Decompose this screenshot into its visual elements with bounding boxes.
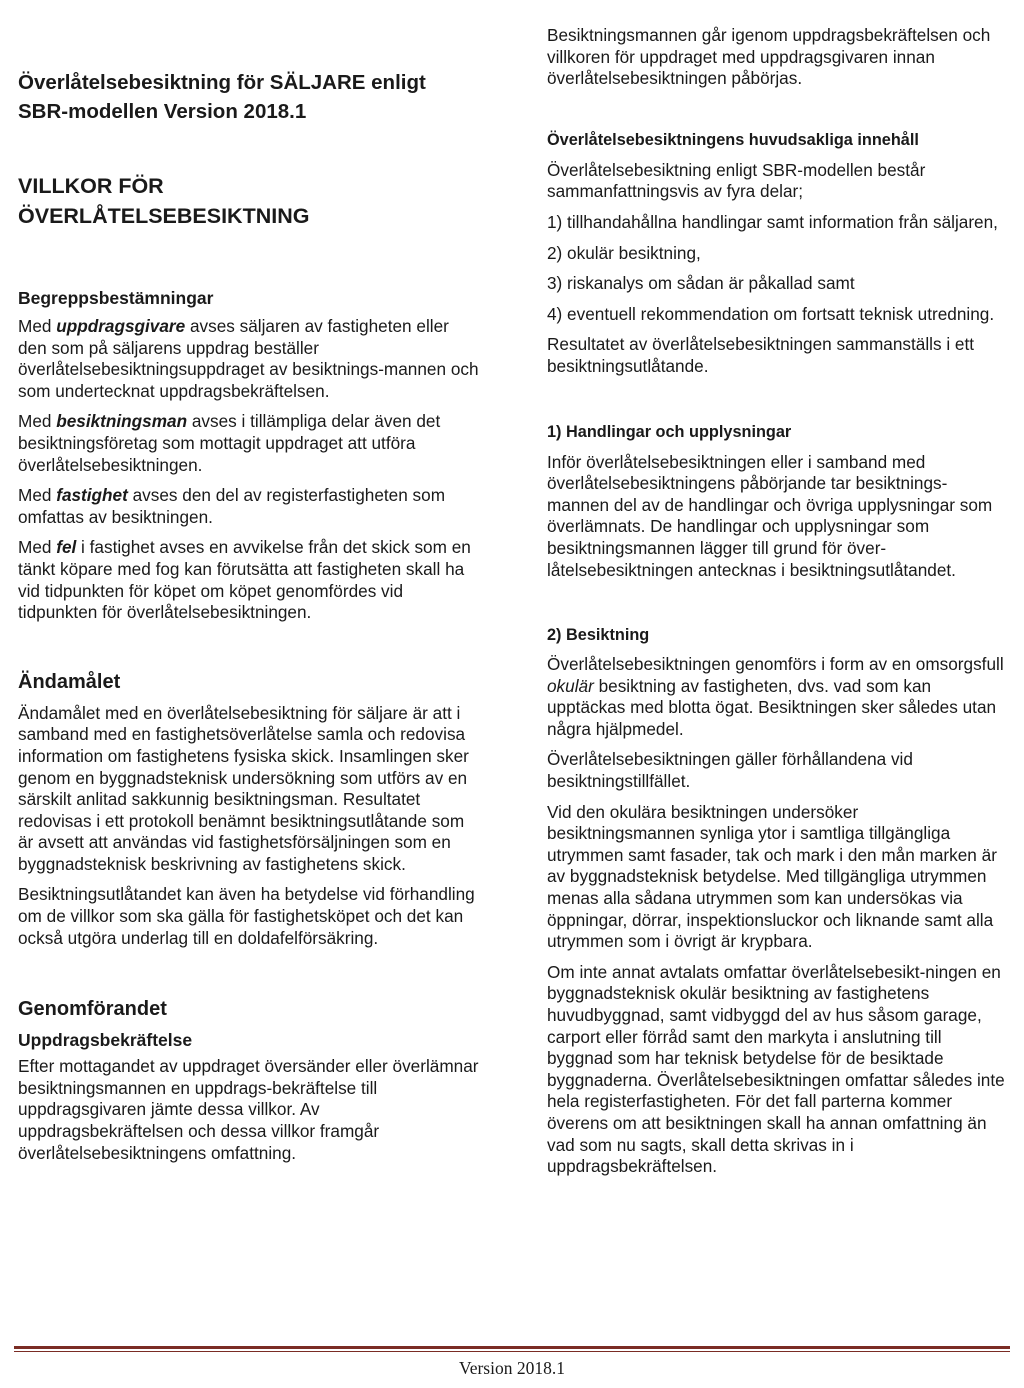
inspection-paragraph-3: Vid den okulära besiktningen undersöker besiktningsmannen synliga ytor i samtliga tillgängliga utrymmen samt fasader, tak och mark i den mån marken är av byggnadsteknisk betydelse. Med tillgängliga utrymmen menas alla sådana utrymmen som kan undersökas via öppningar, dörrar, inspektionsluckor och liknande samt alla utrymmen som i övrigt är krypbara. [547,801,997,952]
inspection-paragraph-2: Överlåtelsebesiktningen gäller förhållandena vid besiktningstillfället. [547,749,913,792]
contents-item-2: 2) okulär besiktning, [547,242,701,263]
title-line-2: SBR-modellen Version 2018.1 [18,100,307,123]
documents-paragraph: Inför överlåtelsebesiktningen eller i samband med överlåtelsebesiktningens påbörjande tar besiktnings-mannen del av de handlingar och övriga upplysningar som överlämnats. De handlingar och upplysningar som besiktningsmannen lägger till grund för över-låtelsebesiktningen antecknas i besiktningsutlåtandet. [547,451,993,580]
footer-rule-thick [14,1346,1010,1349]
definition-uppdragsgivare: Med uppdragsgivare avses säljaren av fastigheten eller den som på säljarens uppdrag beställer överlåtelsebesiktningsuppdraget av besiktnings-mannen och som undertecknat uppdragsbekräftelsen. [18,316,479,401]
contents-item-4: 4) eventuell rekommendation om fortsatt teknisk utredning. [547,303,995,324]
intro-paragraph: Besiktningsmannen går igenom uppdragsbekräftelsen och villkoren för uppdraget med uppdragsgivaren innan överlåtelsebesiktningen påbörjas. [547,25,991,89]
footer-rule-thin [14,1351,1010,1352]
execution-heading: Genomförandet [18,998,167,1021]
definition-fel: Med fel i fastighet avses en avvikelse från det skick som en tänkt köpare med fog kan förutsätta att fastigheten skall ha vid tidpunkten för köpet om köpet genomfördes vid tidpunkten för överlåtelsebesiktningen. [18,537,471,623]
definition-besiktningsman: Med besiktningsman avses i tillämpliga delar även det besiktningsföretag som mottagit uppdraget att utföra överlåtelsebesiktningen. [18,411,441,475]
contents-paragraph-1: Överlåtelsebesiktning enligt SBR-modellen består sammanfattningsvis av fyra delar; [547,159,926,202]
purpose-paragraph-1: Ändamålet med en överlåtelsebesiktning för säljare är att i samband med en fastighetsöverlåtelse samla och redovisa information om fastighetens fysiska skick. Insamlingen sker genom en byggnadsteknisk undersökning som utförs av en särskilt anlitad sakkunnig besiktningsman. Resultatet redovisas i ett protokoll benämnt besiktningsutlåtande som är avsett att användas vid fastighetsförsäljningen som en byggnadsteknisk beskrivning av fastighetens skick. [18,702,469,874]
contents-heading: Överlåtelsebesiktningens huvudsakliga innehåll [547,130,919,149]
footer-version: Version 2018.1 [459,1358,565,1378]
documents-heading: 1) Handlingar och upplysningar [547,422,792,441]
terms-heading-line-1: VILLKOR FÖR [18,174,164,198]
contents-item-3: 3) riskanalys om sådan är påkallad samt [547,273,855,294]
right-column [547,0,1009,1187]
left-column [18,0,480,1173]
definitions-heading: Begreppsbestämningar [18,288,214,308]
terms-heading-line-2: ÖVERLÅTELSEBESIKTNING [18,204,310,228]
confirmation-paragraph: Efter mottagandet av uppdraget översänder eller överlämnar besiktningsmannen en uppdrags-bekräftelse till uppdragsgivaren jämte dessa villkor. Av uppdragsbekräftelsen och dessa villkor framgår överlåtelsebesiktningens omfattning. [18,1056,479,1163]
terms-heading [18,171,480,231]
document-title [18,68,480,126]
confirmation-subheading: Uppdragsbekräftelse [18,1030,193,1051]
contents-paragraph-2: Resultatet av överlåtelsebesiktningen sammanställs i ett besiktningsutlåtande. [547,334,975,376]
title-line-1: Överlåtelsebesiktning för SÄLJARE enligt [18,71,426,94]
inspection-paragraph-4: Om inte annat avtalats omfattar överlåtelsebesikt-ningen en byggnadsteknisk okulär besiktning av fastighetens huvudbyggnad, samt vidbyggd del av hus såsom garage, carport eller förråd samt den markyta i anslutning till byggnad som har teknisk betydelse för de besiktade byggnaderna. Överlåtelsebesiktningen omfattar således inte hela registerfastigheten. För det fall parterna kommer överens om att besiktningen skall ha annan omfattning än vad som nu sagts, skall detta skrivas in i uppdragsbekräftelsen. [547,961,1005,1177]
inspection-paragraph-1: Överlåtelsebesiktningen genomförs i form av en omsorgsfull okulär besiktning av fastigheten, dvs. vad som kan upptäckas med blotta ögat. Besiktningen sker således utan några hjälpmedel. [547,654,1004,739]
contents-item-1: 1) tillhandahållna handlingar samt information från säljaren, [547,211,998,232]
purpose-heading: Ändamålet [18,670,121,693]
inspection-heading: 2) Besiktning [547,626,650,645]
definition-fastighet: Med fastighet avses den del av registerfastigheten som omfattas av besiktningen. [18,485,446,527]
purpose-paragraph-2: Besiktningsutlåtandet kan även ha betydelse vid förhandling om de villkor som ska gälla för fastighetsköpet och det kan också utgöra underlag till en doldafelförsäkring. [18,884,475,948]
